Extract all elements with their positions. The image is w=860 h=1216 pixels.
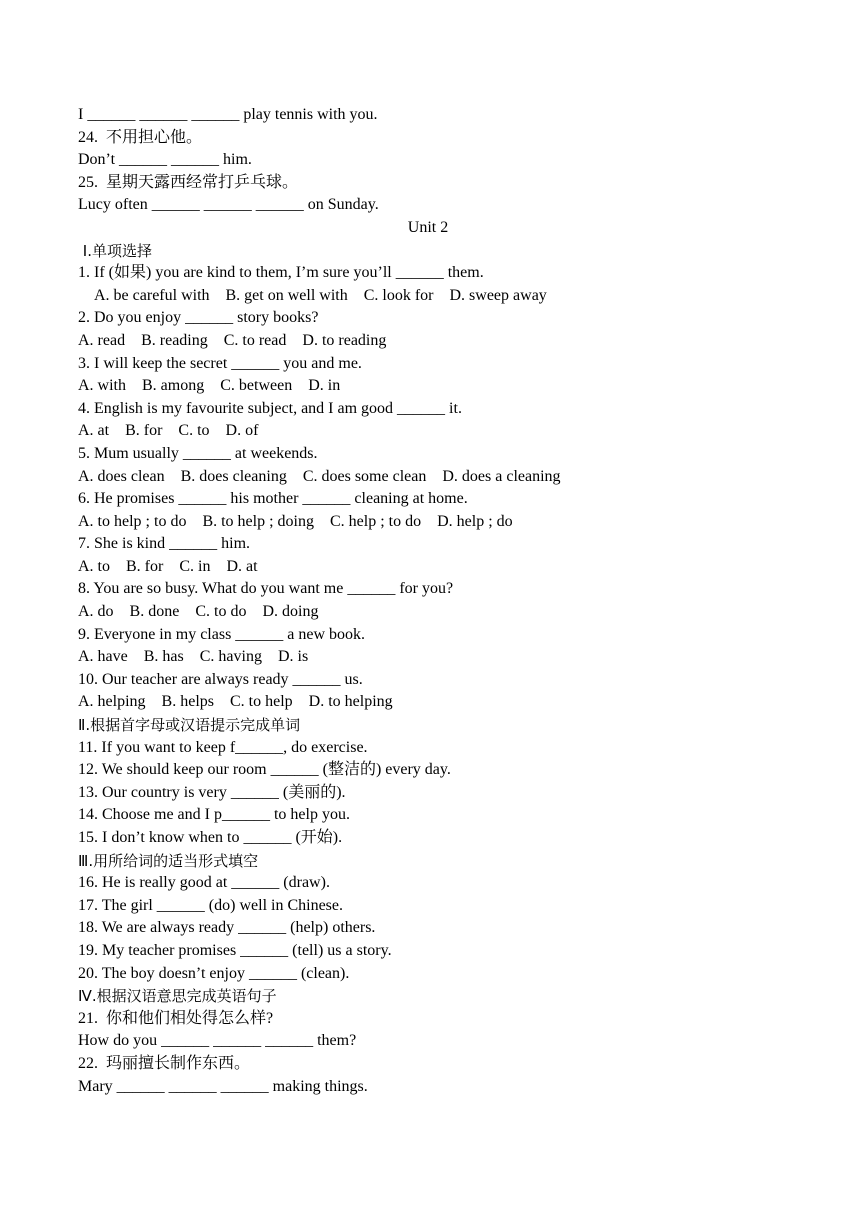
question-line: 15. I don’t know when to ______ (开始). (78, 829, 343, 846)
question-line: 10. Our teacher are always ready ______ us. (78, 670, 363, 688)
question-line: 4. English is my favourite subject, and I am good ______ it. (78, 399, 462, 417)
exercise-line: Don’t ______ ______ him. (78, 151, 252, 169)
options-line: A. helping B. helps C. to help D. to helping (78, 693, 393, 711)
options-line: A. be careful with B. get on well with C. look for D. sweep away (94, 286, 547, 304)
question-line: Mary ______ ______ ______ making things. (78, 1077, 368, 1095)
question-line: 20. The boy doesn’t enjoy ______ (clean). (78, 964, 350, 982)
question-line: 19. My teacher promises ______ (tell) us a story. (78, 941, 392, 959)
question-line: 5. Mum usually ______ at weekends. (78, 444, 318, 462)
question-line: 1. If (如果) you are kind to them, I’m sure you’ll ______ them. (78, 264, 484, 282)
section-heading: Ⅱ.根据首字母或汉语提示完成单词 (78, 716, 301, 735)
question-line: 3. I will keep the secret ______ you and me. (78, 354, 362, 372)
options-line: A. to B. for C. in D. at (78, 557, 258, 575)
question-line: 2. Do you enjoy ______ story books? (78, 309, 319, 327)
section-heading: Ⅳ.根据汉语意思完成英语句子 (78, 987, 277, 1006)
unit-title: Unit 2 (407, 218, 449, 236)
section-heading: Ⅲ.用所给词的适当形式填空 (78, 851, 259, 870)
question-line: 12. We should keep our room ______ (整洁的) every day. (78, 761, 451, 779)
question-line: 6. He promises ______ his mother ______ cleaning at home. (78, 490, 468, 508)
section-heading: Ⅰ.单项选择 (78, 241, 152, 260)
question-line: 13. Our country is very ______ (美丽的). (78, 783, 346, 801)
question-line: 8. You are so busy. What do you want me ______ for you? (78, 580, 454, 598)
question-line: 21. 你和他们相处得怎么样? (78, 1009, 274, 1027)
exercise-line: I ______ ______ ______ play tennis with you. (78, 106, 378, 123)
document-page (78, 104, 778, 1098)
exercise-line: 25. 星期天露西经常打乒乓球。 (78, 173, 299, 191)
options-line: A. have B. has C. having D. is (78, 648, 309, 666)
question-line: 14. Choose me and I p______ to help you. (78, 806, 350, 824)
exercise-line: Lucy often ______ ______ ______ on Sunday. (78, 196, 379, 214)
options-line: A. to help ; to do B. to help ; doing C. help ; to do D. help ; do (78, 512, 513, 530)
question-line: 22. 玛丽擅长制作东西。 (78, 1054, 251, 1072)
options-line: A. at B. for C. to D. of (78, 422, 259, 440)
question-line: 9. Everyone in my class ______ a new book. (78, 625, 366, 643)
exercise-line: 24. 不用担心他。 (78, 128, 203, 146)
options-line: A. do B. done C. to do D. doing (78, 603, 319, 621)
options-line: A. does clean B. does cleaning C. does some clean D. does a cleaning (78, 467, 561, 485)
question-line: 18. We are always ready ______ (help) others. (78, 919, 376, 937)
question-line: 17. The girl ______ (do) well in Chinese. (78, 896, 343, 914)
question-line: How do you ______ ______ ______ them? (78, 1032, 357, 1050)
question-line: 16. He is really good at ______ (draw). (78, 874, 330, 892)
question-line: 7. She is kind ______ him. (78, 535, 251, 553)
options-line: A. read B. reading C. to read D. to reading (78, 331, 387, 349)
options-line: A. with B. among C. between D. in (78, 377, 341, 395)
question-line: 11. If you want to keep f______, do exercise. (78, 738, 368, 756)
